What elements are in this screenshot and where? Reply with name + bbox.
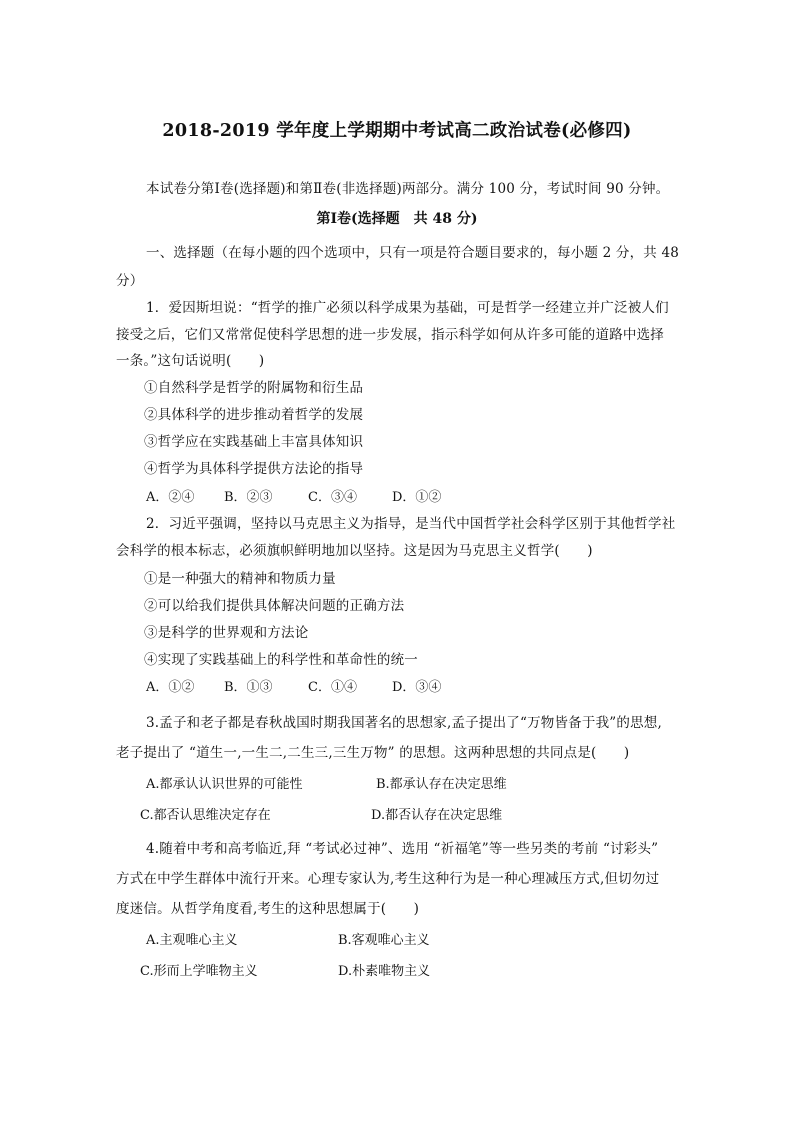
question-2-option-a: A．①② — [146, 680, 195, 695]
question-3-option-b: B.都承认存在决定思维 — [376, 777, 507, 792]
question-2-item-2: ②可以给我们提供具体解决问题的正确方法 — [144, 598, 405, 614]
question-3-option-c: C.都否认思维决定存在 — [140, 808, 271, 823]
question-3-option-a: A.都承认认识世界的可能性 — [146, 777, 303, 792]
section-title: 第Ⅰ卷(选择题 共 48 分) — [316, 211, 478, 227]
instructions-line-2: 分） — [116, 273, 144, 289]
question-4-option-b: B.客观唯心主义 — [338, 933, 430, 948]
question-1-line-1: 1．爱因斯坦说：“哲学的推广必须以科学成果为基础，可是哲学一经建立并广泛被人们 — [146, 300, 669, 316]
question-1-item-2: ②具体科学的进步推动着哲学的发展 — [144, 407, 364, 423]
question-2-line-1: 2．习近平强调，坚持以马克思主义为指导，是当代中国哲学社会科学区别于其他哲学社 — [146, 516, 676, 532]
question-3-option-d: D.都否认存在决定思维 — [371, 808, 503, 823]
question-4-line-3: 度迷信。从哲学角度看,考生的这种思想属于( ) — [116, 901, 420, 917]
question-2-option-b: B．①③ — [224, 680, 273, 695]
question-2-item-1: ①是一种强大的精神和物质力量 — [144, 571, 336, 587]
question-1-item-1: ①自然科学是哲学的附属物和衍生品 — [144, 380, 364, 396]
question-2-line-2: 会科学的根本标志，必须旗帜鲜明地加以坚持。这是因为马克思主义哲学( ) — [116, 543, 593, 559]
question-4-line-1: 4.随着中考和高考临近,拜 “考试必过神”、选用 “祈福笔”等一些另类的考前 “讨彩头” — [146, 841, 659, 857]
question-4-option-a: A.主观唯心主义 — [146, 933, 238, 948]
question-3-line-1: 3.孟子和老子都是春秋战国时期我国著名的思想家,孟子提出了“万物皆备于我”的思想, — [146, 715, 662, 731]
question-2-option-c: C．①④ — [308, 680, 357, 695]
exam-title: 2018-2019 学年度上学期期中考试高二政治试卷(必修四) — [162, 121, 632, 141]
question-4-option-c: C.形而上学唯物主义 — [140, 964, 258, 979]
question-2-item-4: ④实现了实践基础上的科学性和革命性的统一 — [144, 652, 418, 668]
instructions-line-1: 一、选择题（在每小题的四个选项中，只有一项是符合题目要求的，每小题 2 分，共 48 — [146, 245, 680, 261]
question-2-item-3: ③是科学的世界观和方法论 — [144, 625, 309, 641]
question-1-option-d: D．①② — [392, 490, 442, 505]
question-2-option-d: D．③④ — [392, 680, 442, 695]
question-1-item-4: ④哲学为具体科学提供方法论的指导 — [144, 461, 364, 477]
question-1-option-c: C．③④ — [308, 490, 357, 505]
question-1-option-a: A．②④ — [146, 490, 195, 505]
question-1-line-2: 接受之后，它们又常常促使科学思想的进一步发展，指示科学如何从许多可能的道路中选择 — [116, 327, 664, 343]
question-4-line-2: 方式在中学生群体中流行开来。心理专家认为,考生这种行为是一种心理减压方式,但切勿过 — [116, 871, 660, 887]
question-1-item-3: ③哲学应在实践基础上丰富具体知识 — [144, 434, 364, 450]
question-1-line-3: 一条。”这句话说明( ) — [116, 353, 265, 369]
question-4-option-d: D.朴素唯物主义 — [338, 964, 431, 979]
question-3-line-2: 老子提出了 “道生一,一生二,二生三,三生万物” 的思想。这两种思想的共同点是( ) — [116, 745, 630, 761]
question-1-option-b: B．②③ — [224, 490, 273, 505]
exam-intro: 本试卷分第Ⅰ卷(选择题)和第Ⅱ卷(非选择题)两部分。满分 100 分，考试时间 90 分钟。 — [146, 181, 670, 197]
